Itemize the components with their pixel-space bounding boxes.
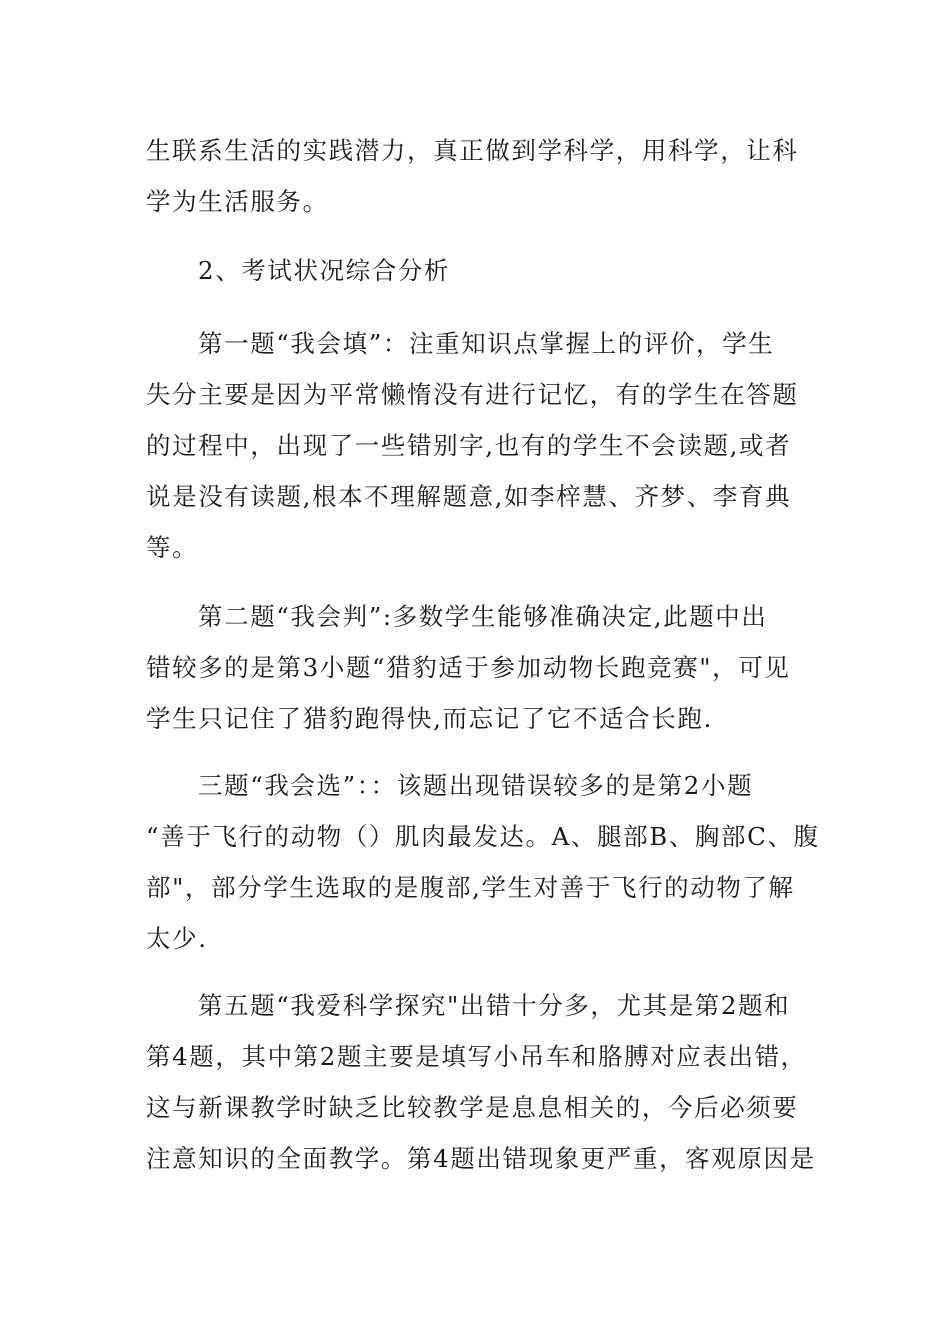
text-line: 2、考试状况综合分析 (198, 256, 451, 285)
text-line: 错较多的是第3小题“猎豹适于参加动物长跑竞赛"，可见 (146, 653, 791, 682)
text-line: 第二题“我会判”:多数学生能够准确决定,此题中出 (198, 602, 768, 631)
text-line: 第五题“我爱科学探究"出错十分多，尤其是第2题和 (198, 991, 791, 1020)
section-heading (198, 245, 858, 296)
text-line: 太少. (146, 924, 208, 953)
text-line: 学为生活服务。 (146, 187, 329, 216)
text-line: 生联系生活的实践潜力，真正做到学科学，用科学，让科 (146, 136, 799, 165)
paragraph-continuation (146, 125, 806, 227)
text-line: 等。 (146, 533, 199, 562)
text-line: 学生只记住了猎豹跑得快,而忘记了它不适合长跑. (146, 704, 713, 733)
text-line: 第4题，其中第2题主要是填写小吊车和胳膊对应表出错， (146, 1042, 807, 1071)
text-line: 的过程中，出现了一些错别字,也有的学生不会读题,或者 (146, 431, 792, 460)
paragraph-question-1 (146, 318, 806, 573)
text-line: 说是没有读题,根本不理解题意,如李梓慧、齐梦、李育典 (146, 482, 792, 511)
text-line: “善于飞行的动物（）肌肉最发达。A、腿部B、胸部C、腹 (146, 822, 820, 851)
text-line: 注意知识的全面教学。第4题出错现象更严重，客观原因是 (146, 1144, 816, 1173)
text-line: 部"，部分学生选取的是腹部,学生对善于飞行的动物了解 (146, 873, 795, 902)
paragraph-question-3 (146, 760, 820, 964)
text-line: 这与新课教学时缺乏比较教学是息息相关的，今后必须要 (146, 1093, 799, 1122)
paragraph-question-5 (146, 980, 816, 1184)
paragraph-question-2 (146, 591, 806, 744)
text-line: 失分主要是因为平常懒惰没有进行记忆，有的学生在答题 (146, 380, 799, 409)
text-line: 三题“我会选”：：该题出现错误较多的是第2小题 (198, 771, 754, 800)
text-line: 第一题“我会填”：注重知识点掌握上的评价，学生 (198, 329, 775, 358)
